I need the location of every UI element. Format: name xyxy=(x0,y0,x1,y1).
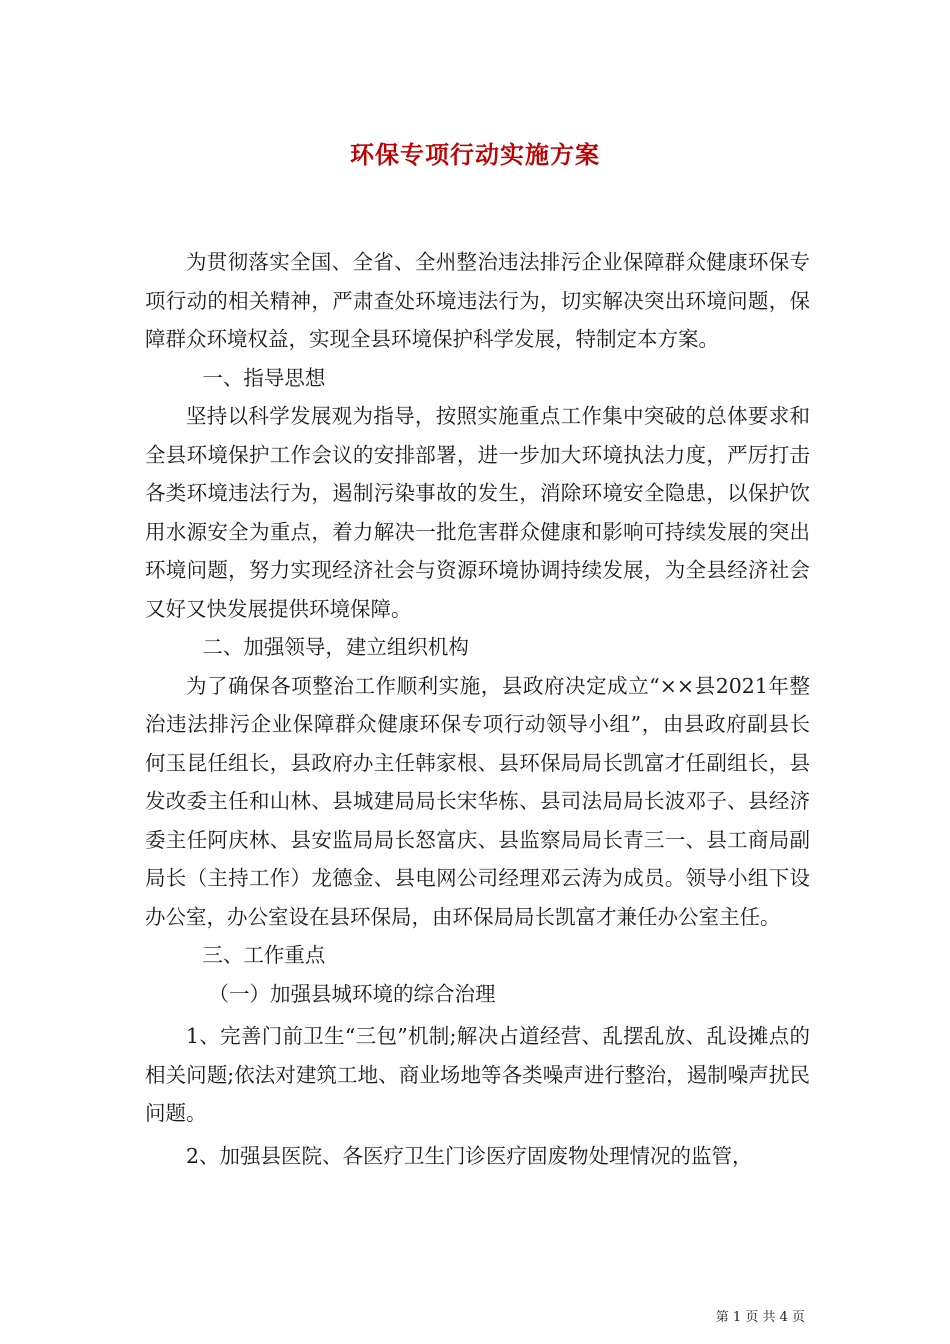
intro-paragraph: 为贯彻落实全国、全省、全州整治违法排污企业保障群众健康环保专项行动的相关精神，严肃查处环境违法行为，切实解决突出环境问题，保障群众环境权益，实现全县环境保护科学发展，特制定本方案。 xyxy=(145,250,810,351)
document-title: 环保专项行动实施方案 xyxy=(350,140,600,169)
document-body xyxy=(145,243,810,1175)
list-item-1: 1、完善门前卫生“三包”机制;解决占道经营、乱摆乱放、乱设摊点的相关问题;依法对建筑工地、商业场地等各类噪声进行整治，遏制噪声扰民问题。 xyxy=(145,1024,810,1125)
section-heading-1: 一、指导思想 xyxy=(202,365,326,390)
list-item-2: 2、加强县医院、各医疗卫生门诊医疗固废物处理情况的监管， xyxy=(186,1143,753,1168)
subsection-heading-3-1: （一）加强县城环境的综合治理 xyxy=(208,981,496,1006)
section-1-paragraph: 坚持以科学发展观为指导，按照实施重点工作集中突破的总体要求和全县环境保护工作会议的安排部署，进一步加大环境执法力度，严厉打击各类环境违法行为，遏制污染事故的发生，消除环境安全隐患，以保护饮用水源安全为重点，着力解决一批危害群众健康和影响可持续发展的突出环境问题，努力实现经济社会与资源环境协调持续发展，为全县经济社会又好又快发展提供环境保障。 xyxy=(145,404,810,621)
page-number: 第 1 页 共 4 页 xyxy=(715,1310,805,1325)
section-heading-3: 三、工作重点 xyxy=(202,943,326,967)
section-heading-2: 二、加强领导，建立组织机构 xyxy=(202,635,469,659)
section-2-paragraph: 为了确保各项整治工作顺利实施，县政府决定成立“××县2021年整治违法排污企业保障群众健康环保专项行动领导小组”，由县政府副县长何玉昆任组长，县政府办主任韩家根、县环保局局长凯富才任副组长，县发改委主任和山林、县城建局局长宋华栋、县司法局局长波邓子、县经济委主任阿庆林、县安监局局长怒富庆、县监察局局长青三一、县工商局副局长（主持工作）龙德金、县电网公司经理邓云涛为成员。领导小组下设办公室，办公室设在县环保局，由环保局局长凯富才兼任办公室主任。 xyxy=(145,673,810,929)
